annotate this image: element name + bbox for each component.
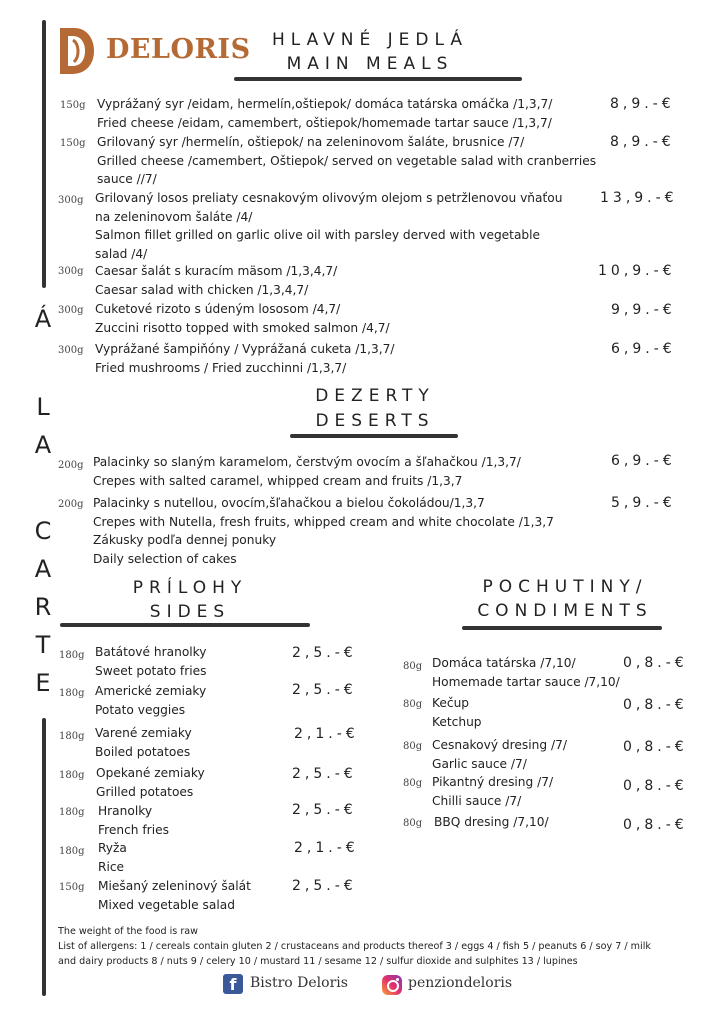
desert-item-1-sk: Palacinky so slaným karamelom, čerstvým ovocím a šľahačkou /1,3,7/ [93,455,521,469]
side-item-3-weight: 180g [59,731,85,742]
sides-title-en: SIDES [149,602,231,622]
side-item-1-sk: Batátové hranolky [95,645,207,659]
side-item-5-en: French fries [98,822,169,837]
side-item-5 [98,802,169,839]
main-item-3 [95,189,595,263]
main-item-2-sk: Grilovaný syr /hermelín, oštiepok/ na zeleninovom šaláte, brusnice /7/ [97,135,525,149]
side-item-1-price: 2,5.-€ [292,645,357,661]
facebook-link[interactable]: Bistro Deloris [250,975,348,991]
desert-item-2-weight: 200g [58,499,84,510]
left-border-line-bottom [42,718,46,996]
main-item-4-price: 10,9.-€ [598,263,676,279]
side-item-7 [98,877,251,914]
alacarte-letter-1: Á [34,305,52,333]
side-item-1-en: Sweet potato fries [95,663,207,678]
side-item-4 [96,764,205,801]
condiment-item-1 [432,654,620,691]
condiment-item-1-sk: Domáca tatárska /7,10/ [432,656,576,670]
condiment-item-5-weight: 80g [403,818,423,829]
side-item-2-price: 2,5.-€ [292,682,357,698]
side-item-6-sk: Ryža [98,841,127,855]
side-item-7-en: Mixed vegetable salad [98,897,235,912]
main-item-1-en: Fried cheese /eidam, camembert, oštiepok/homemade tartar sauce /1,3,7/ [97,115,552,130]
alacarte-letter-2: L [36,393,50,421]
side-item-5-weight: 180g [59,807,85,818]
side-item-4-sk: Opekané zemiaky [96,766,205,780]
main-item-4-en: Caesar salad with chicken /1,3,4,7/ [95,282,309,297]
main-item-5-sk: Cuketové rizoto s údeným lososom /4,7/ [95,302,341,316]
condiment-item-2-sk: Kečup [432,696,470,710]
condiment-item-4-en: Chilli sauce /7/ [432,793,522,808]
main-item-3-en: Salmon fillet grilled on garlic olive oil with parsley derved with vegetable [95,228,541,242]
alacarte-letter-5: A [34,555,52,583]
main-item-1 [97,95,597,132]
desert-item-1-en: Crepes with salted caramel, whipped cream and fruits /1,3,7 [93,473,463,488]
main-item-1-price: 8,9.-€ [610,96,675,112]
allergens-line-1: List of allergens: 1 / cereals contain gluten 2 / crustaceans and products thereof 3 / eggs 4 / fish 5 / peanuts 6 / soy 7 / milk [58,941,651,952]
sides-underline [60,623,310,627]
main-item-5-en: Zuccini risotto topped with smoked salmon /4,7/ [95,320,390,335]
side-item-7-price: 2,5.-€ [292,878,357,894]
side-item-1 [95,643,207,680]
condiment-item-4 [432,773,553,810]
alacarte-letter-8: E [35,669,51,697]
condiments-title-en: CONDIMENTS [477,601,653,621]
main-meals-underline [234,77,522,81]
main-item-4-weight: 300g [58,266,84,277]
condiments-underline [462,626,662,630]
main-item-2-en-cont: sauce //7/ [97,172,157,186]
side-item-2-en: Potato veggies [95,702,186,717]
main-item-3-en-cont: salad /4/ [95,246,148,261]
condiment-item-5-sk: BBQ dresing /7,10/ [434,815,549,829]
desert-extra-en: Daily selection of cakes [93,551,237,566]
side-item-5-price: 2,5.-€ [292,802,357,818]
desert-item-2 [93,494,603,568]
condiment-item-5-price: 0,8.-€ [623,817,688,833]
sides-title-sk: PRÍLOHY [132,578,248,598]
main-item-2-weight: 150g [60,138,86,149]
allergens-line-2: and dairy products 8 / nuts 9 / celery 10 / mustard 11 / sesame 12 / sulfur dioxide and sulphites 13 / lupines [58,956,578,967]
condiment-item-2-en: Ketchup [432,714,482,729]
condiment-item-3-weight: 80g [403,741,423,752]
deserts-title-sk: DEZERTY [315,386,435,406]
condiment-item-4-price: 0,8.-€ [623,778,688,794]
condiment-item-2 [432,694,482,731]
main-item-1-sk: Vyprážaný syr /eidam, hermelín,oštiepok/ domáca tatárska omáčka /1,3,7/ [97,97,553,111]
main-item-2-en: Grilled cheese /camembert, Oštiepok/ served on vegetable salad with cranberries [97,153,597,168]
main-item-6-weight: 300g [58,345,84,356]
main-item-3-price: 13,9.-€ [600,190,678,206]
main-meals-title-sk: HLAVNÉ JEDLÁ [271,30,468,50]
side-item-4-price: 2,5.-€ [292,766,357,782]
main-item-2-price: 8,9.-€ [610,134,675,150]
main-item-4 [95,262,595,299]
desert-extra-sk: Zákusky podľa dennej ponuky [93,533,277,547]
condiment-item-1-weight: 80g [403,661,423,672]
left-border-line-top [42,20,46,288]
side-item-3-sk: Varené zemiaky [95,726,192,740]
main-item-6 [95,340,595,377]
main-item-6-sk: Vyprážané šampiňóny / Vyprážaná cuketa /1,3,7/ [95,342,395,356]
desert-item-1 [93,453,603,490]
main-item-1-weight: 150g [60,100,86,111]
side-item-2 [95,682,206,719]
a-la-carte-vertical-label [30,300,56,702]
condiment-item-2-price: 0,8.-€ [623,697,688,713]
condiment-item-2-weight: 80g [403,699,423,710]
side-item-6-weight: 180g [59,846,85,857]
desert-item-2-price: 5,9.-€ [611,495,676,511]
brand-logo [56,26,256,80]
main-item-5 [95,300,595,337]
condiment-item-1-en: Homemade tartar sauce /7,10/ [432,674,620,689]
alacarte-letter-4: C [34,517,52,545]
side-item-3-en: Boiled potatoes [95,744,191,759]
main-item-4-sk: Caesar šalát s kuracím mäsom /1,3,4,7/ [95,264,338,278]
main-item-3-sk: Grilovaný losos preliaty cesnakovým olivovým olejom s petržlenovou vňaťou [95,191,563,205]
side-item-7-weight: 150g [59,882,85,893]
alacarte-letter-7: T [35,631,51,659]
facebook-icon[interactable]: f [223,974,243,994]
side-item-2-weight: 180g [59,688,85,699]
main-meals-title-en: MAIN MEALS [286,54,454,74]
alacarte-letter-6: R [34,593,52,621]
condiment-item-3-sk: Cesnakový dresing /7/ [432,738,567,752]
side-item-1-weight: 180g [59,650,85,661]
side-item-6-price: 2,1.-€ [294,840,359,856]
condiment-item-3 [432,736,567,773]
main-item-5-price: 9,9.-€ [611,302,676,318]
main-item-3-weight: 300g [58,195,84,206]
raw-weight-note: The weight of the food is raw [58,926,199,937]
condiments-title-sk: POCHUTINY/ [482,577,648,597]
side-item-6-en: Rice [98,859,125,874]
main-item-2 [97,133,607,189]
main-item-6-price: 6,9.-€ [611,341,676,357]
condiment-item-4-sk: Pikantný dresing /7/ [432,775,554,789]
condiment-item-1-price: 0,8.-€ [623,655,688,671]
footer-notes [58,924,694,969]
desert-item-2-sk: Palacinky s nutellou, ovocím,šľahačkou a bielou čokoládou/1,3,7 [93,496,485,510]
main-item-3-sk-cont: na zeleninovom šaláte /4/ [95,209,253,224]
logo-mark-icon [56,26,96,76]
side-item-4-weight: 180g [59,770,85,781]
side-item-2-sk: Americké zemiaky [95,684,207,698]
side-item-7-sk: Miešaný zeleninový šalát [98,879,251,893]
desert-item-1-weight: 200g [58,460,84,471]
deserts-underline [290,434,458,438]
side-item-4-en: Grilled potatoes [96,784,194,799]
side-item-6 [98,839,127,876]
main-item-6-en: Fried mushrooms / Fried zucchinni /1,3,7/ [95,360,347,375]
brand-name: DELORIS [106,34,251,65]
condiment-item-5 [434,813,549,832]
instagram-icon[interactable] [382,975,402,995]
instagram-link[interactable]: penziondeloris [408,975,513,991]
deserts-title-en: DESERTS [315,411,435,431]
desert-item-2-en: Crepes with Nutella, fresh fruits, whipped cream and white chocolate /1,3,7 [93,514,554,529]
main-item-5-weight: 300g [58,305,84,316]
side-item-3-price: 2,1.-€ [294,726,359,742]
condiment-item-4-weight: 80g [403,778,423,789]
condiment-item-3-price: 0,8.-€ [623,739,688,755]
side-item-3 [95,724,192,761]
condiment-item-3-en: Garlic sauce /7/ [432,756,527,771]
alacarte-letter-3: A [34,431,52,459]
desert-item-1-price: 6,9.-€ [611,453,676,469]
side-item-5-sk: Hranolky [98,804,153,818]
